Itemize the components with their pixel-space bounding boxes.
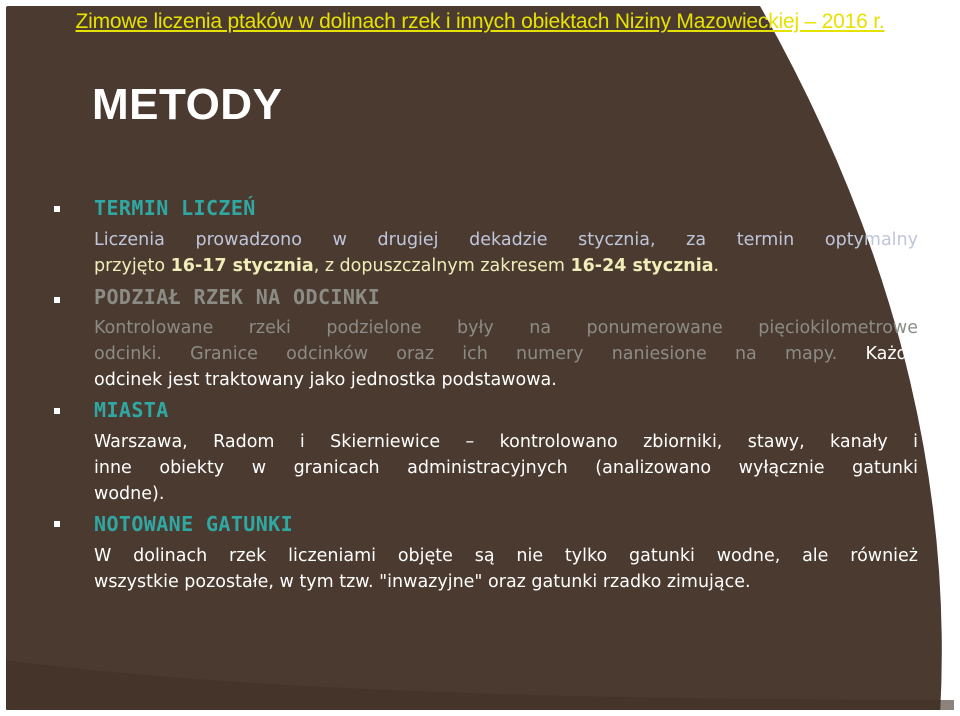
section-body-podzial — [94, 315, 918, 393]
section-heading-gatunki: NOTOWANE GATUNKI — [94, 512, 294, 536]
bullet-icon — [54, 408, 60, 414]
section-heading-miasta: MIASTA — [94, 398, 169, 422]
bullet-icon — [54, 206, 60, 212]
bullet-icon — [54, 297, 60, 303]
body-line: wodne). — [94, 484, 165, 504]
date-range-allowed: 16-24 stycznia — [570, 256, 714, 276]
body-line: wszystkie pozostałe, w tym tzw. "inwazyjne" oraz gatunki rzadko zimujące. — [94, 572, 751, 592]
section-heading-podzial: PODZIAŁ RZEK NA ODCINKI — [94, 285, 381, 309]
section-body-miasta — [94, 429, 918, 507]
section-body-termin — [94, 227, 918, 279]
body-line: Liczenia prowadzono w drugiej dekadzie stycznia, za termin optymalny — [94, 230, 918, 250]
section-heading-termin: TERMIN LICZEŃ — [94, 196, 256, 220]
body-line: odcinki. Granice odcinków oraz ich numery naniesione na mapy. Każdy — [94, 344, 918, 364]
body-line: inne obiekty w granicach administracyjnych (analizowano wyłącznie gatunki — [94, 458, 918, 478]
date-range-optimal: 16-17 stycznia — [170, 256, 314, 276]
body-line: Kontrolowane rzeki podzielone były na ponumerowane pięciokilometrowe — [94, 318, 918, 338]
body-line: przyjęto 16-17 stycznia, z dopuszczalnym zakresem 16-24 stycznia. — [94, 256, 720, 276]
section-body-gatunki — [94, 543, 918, 595]
body-line: W dolinach rzek liczeniami objęte są nie tylko gatunki wodne, ale również — [94, 546, 918, 566]
body-line: Warszawa, Radom i Skierniewice – kontrolowano zbiorniki, stawy, kanały i — [94, 432, 918, 452]
page-title: METODY — [92, 80, 283, 129]
header-title: Zimowe liczenia ptaków w dolinach rzek i innych obiektach Niziny Mazowieckiej – 2016 r. — [75, 10, 885, 33]
body-line: odcinek jest traktowany jako jednostka podstawowa. — [94, 370, 557, 390]
bullet-icon — [54, 521, 60, 527]
